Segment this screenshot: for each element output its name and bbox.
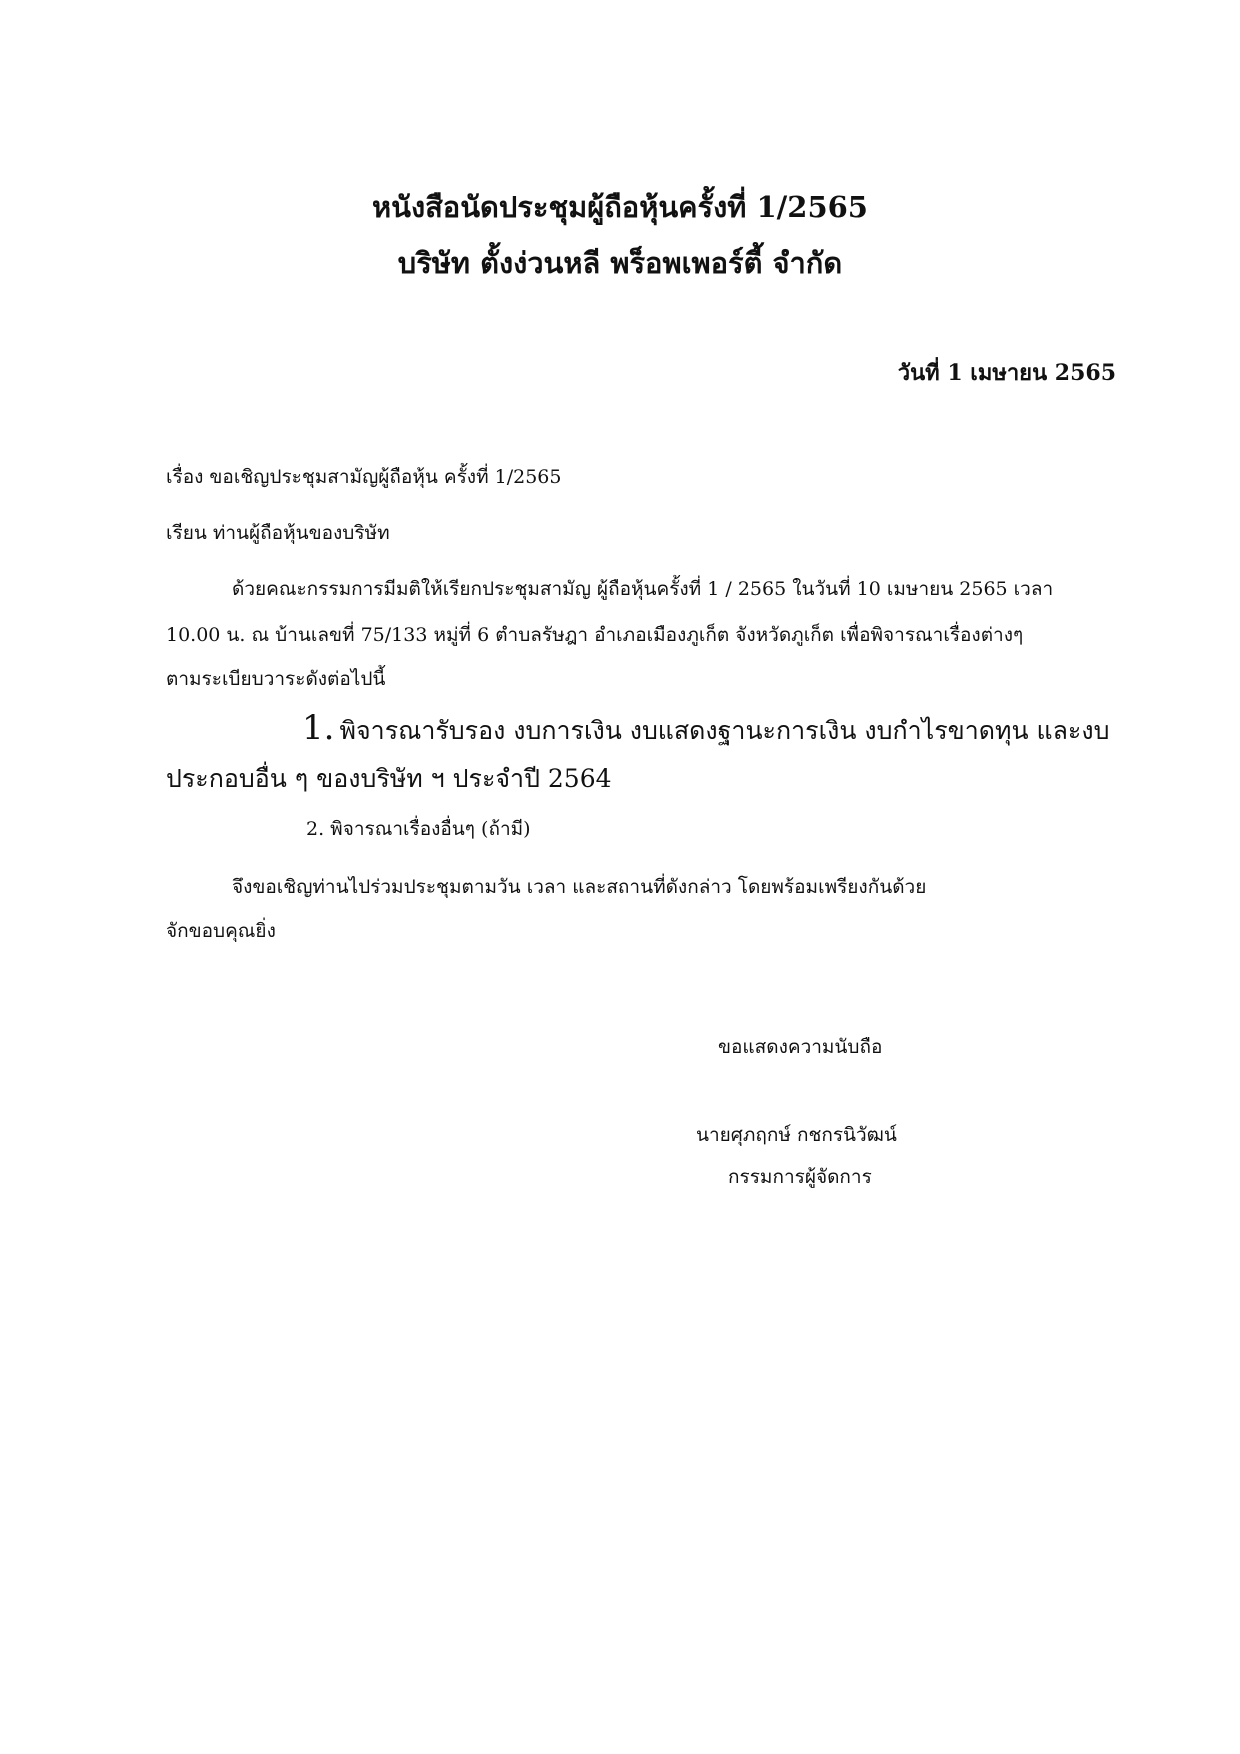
agenda-item-1 [302,708,1109,749]
document-date: วันที่ 1 เมษายน 2565 [897,360,1116,386]
agenda-item-2: 2. พิจารณาเรื่องอื่นๆ (ถ้ามี) [306,818,531,840]
agenda-item-1-text: พิจารณารับรอง งบการเงิน งบแสดงฐานะการเงิน งบกำไรขาดทุน และงบ [339,716,1110,745]
signatory-position: กรรมการผู้จัดการ [728,1166,872,1188]
recipient-line: เรียน ท่านผู้ถือหุ้นของบริษัท [166,522,390,544]
intro-paragraph-line-3: ตามระเบียบวาระดังต่อไปนี้ [166,668,386,690]
closing-line-1: จึงขอเชิญท่านไปร่วมประชุมตามวัน เวลา และสถานที่ดังกล่าว โดยพร้อมเพรียงกันด้วย [232,876,927,898]
document-title: หนังสือนัดประชุมผู้ถือหุ้นครั้งที่ 1/2565 [372,190,868,224]
company-name: บริษัท ตั้งง่วนหลี พร็อพเพอร์ตี้ จำกัด [397,246,843,280]
closing-line-2: จักขอบคุณยิ่ง [166,920,276,942]
agenda-item-1-continuation: ประกอบอื่น ๆ ของบริษัท ฯ ประจำปี 2564 [166,764,612,793]
agenda-item-1-number: 1. [302,708,335,748]
signature-regards: ขอแสดงความนับถือ [718,1036,883,1058]
intro-paragraph-line-1: ด้วยคณะกรรมการมีมติให้เรียกประชุมสามัญ ผู้ถือหุ้นครั้งที่ 1 / 2565 ในวันที่ 10 เมษายน 2565 เวลา [232,578,1054,600]
signatory-name: นายศุภฤกษ์ กชกรนิวัฒน์ [696,1124,897,1146]
intro-paragraph-line-2: 10.00 น. ณ บ้านเลขที่ 75/133 หมู่ที่ 6 ตำบลรัษฎา อำเภอเมืองภูเก็ต จังหวัดภูเก็ต เพื่อพิจารณาเรื่องต่างๆ [166,624,1024,646]
subject-line: เรื่อง ขอเชิญประชุมสามัญผู้ถือหุ้น ครั้งที่ 1/2565 [166,466,562,488]
